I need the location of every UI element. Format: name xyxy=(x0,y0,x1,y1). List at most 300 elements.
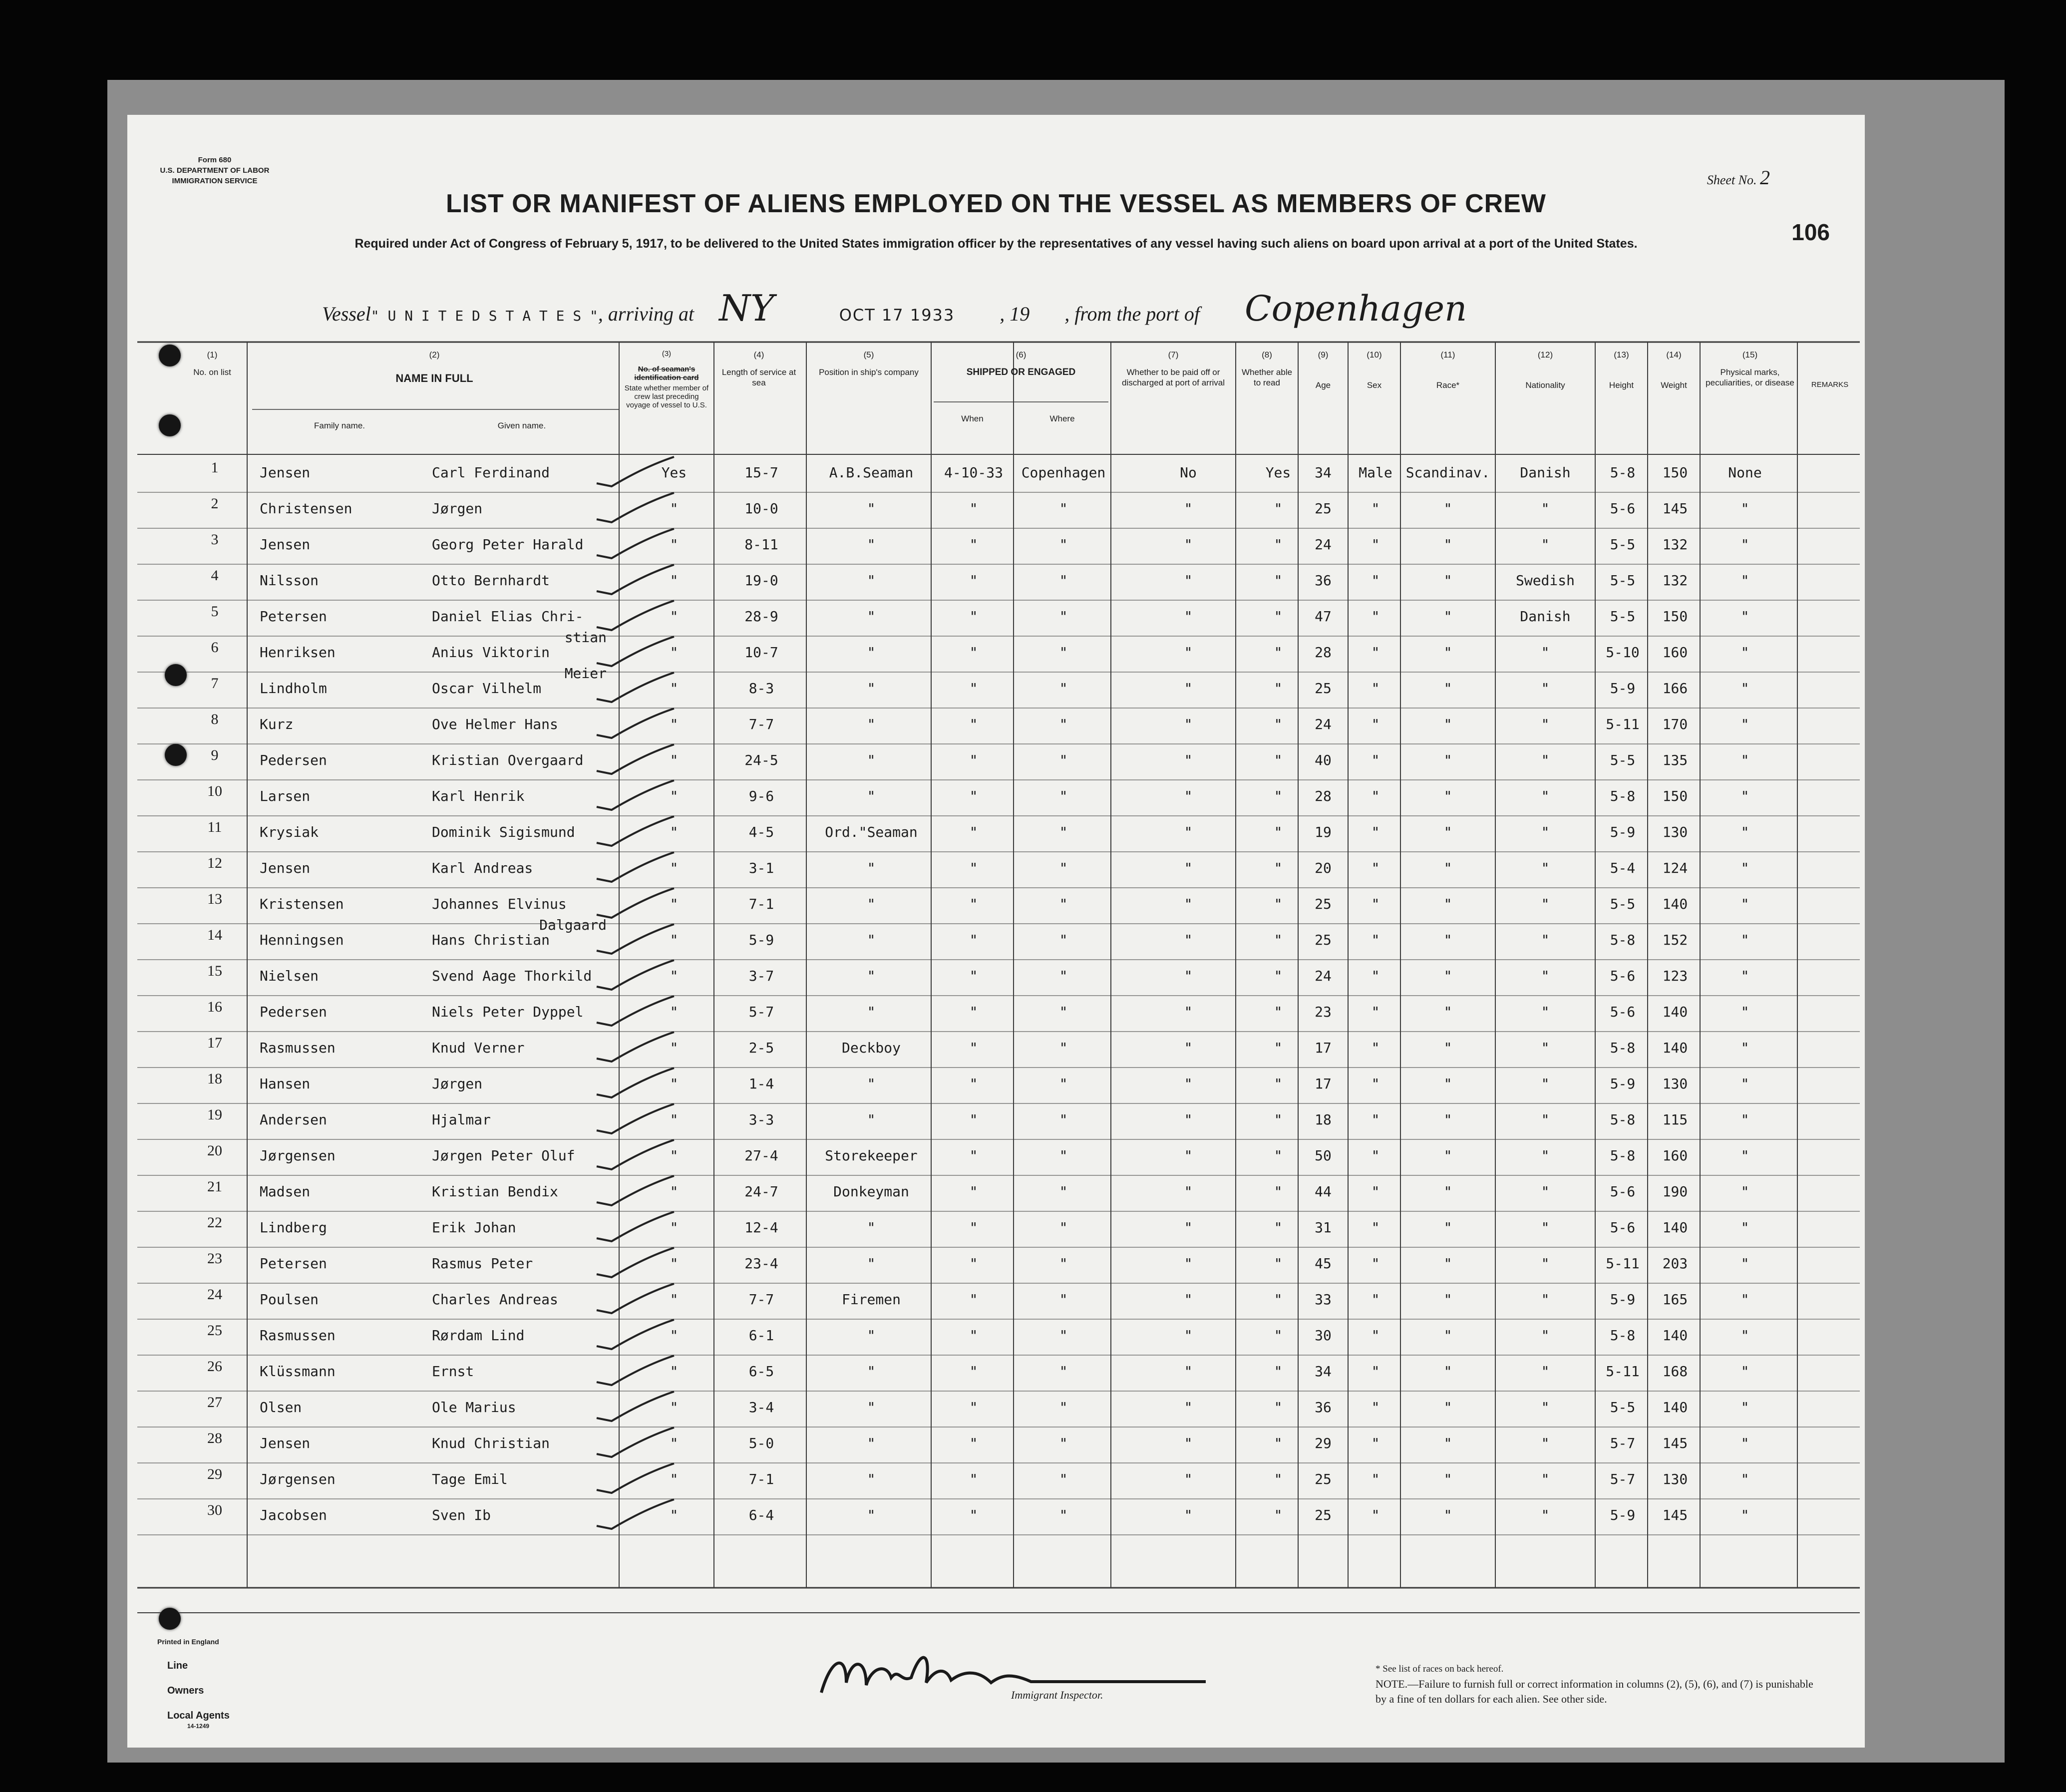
cell-when: " xyxy=(969,1183,978,1200)
cell-prev: " xyxy=(670,1327,679,1344)
cell-given: Johannes Elvinus xyxy=(432,896,567,912)
cell-sex: " xyxy=(1371,1147,1380,1164)
cell-no: 10 xyxy=(207,783,222,799)
cell-given: Tage Emil xyxy=(432,1471,508,1487)
cell-age: 17 xyxy=(1315,1075,1332,1092)
cell-race: " xyxy=(1443,608,1452,625)
cell-service: 7-1 xyxy=(748,896,774,912)
cell-no: 20 xyxy=(207,1142,222,1159)
check-mark-icon xyxy=(592,562,682,597)
cell-height: 5-8 xyxy=(1610,464,1636,481)
cell-race: " xyxy=(1443,1327,1452,1344)
cell-no: 4 xyxy=(211,567,219,584)
cell-service: 6-1 xyxy=(748,1327,774,1344)
cell-weight: 150 xyxy=(1662,788,1688,804)
cell-position: " xyxy=(867,716,876,732)
cell-age: 31 xyxy=(1315,1219,1332,1236)
cell-sex: " xyxy=(1371,644,1380,661)
cell-marks: " xyxy=(1740,968,1749,984)
cell-where: " xyxy=(1059,536,1068,553)
cell-nat: " xyxy=(1541,824,1550,840)
col5-label: Position in ship's company xyxy=(819,367,919,377)
cell-age: 25 xyxy=(1315,932,1332,948)
check-mark-icon xyxy=(592,1389,682,1424)
cell-paid: " xyxy=(1184,1291,1193,1308)
check-mark-icon xyxy=(592,1461,682,1496)
cell-nat: " xyxy=(1541,1255,1550,1272)
cell-service: 9-6 xyxy=(748,788,774,804)
cell-service: 7-7 xyxy=(748,716,774,732)
col12-label: Nationality xyxy=(1525,380,1565,390)
cell-no: 16 xyxy=(207,999,222,1015)
cell-where: " xyxy=(1059,1291,1068,1308)
cell-family: Jørgensen xyxy=(260,1147,336,1164)
cell-race: " xyxy=(1443,1363,1452,1380)
cell-nat: " xyxy=(1541,500,1550,517)
cell-given: Svend Aage Thorkild xyxy=(432,968,592,984)
col2-label: NAME IN FULL xyxy=(395,372,473,384)
cell-no: 23 xyxy=(207,1250,222,1267)
cell-nat: Danish xyxy=(1520,608,1571,625)
cell-sex: " xyxy=(1371,1363,1380,1380)
cell-race: " xyxy=(1443,1291,1452,1308)
cell-when: " xyxy=(969,608,978,625)
cell-paid: " xyxy=(1184,1147,1193,1164)
cell-sex: " xyxy=(1371,608,1380,625)
cell-position: " xyxy=(867,788,876,804)
given-name-header: Given name. xyxy=(497,421,546,430)
cell-paid: " xyxy=(1184,1075,1193,1092)
cell-given-continued: stian xyxy=(564,629,607,646)
cell-marks: " xyxy=(1740,932,1749,948)
cell-nat: " xyxy=(1541,1363,1550,1380)
cell-prev: " xyxy=(670,716,679,732)
cell-sex: " xyxy=(1371,1219,1380,1236)
cell-prev: " xyxy=(670,680,679,697)
cell-read: " xyxy=(1274,680,1283,697)
cell-family: Jensen xyxy=(260,536,311,553)
check-mark-icon xyxy=(592,490,682,525)
where-header: Where xyxy=(1049,414,1075,423)
cell-paid: " xyxy=(1184,1111,1193,1128)
cell-when: " xyxy=(969,1471,978,1487)
cell-sex: " xyxy=(1371,752,1380,768)
cell-age: 25 xyxy=(1315,680,1332,697)
cell-no: 9 xyxy=(211,747,219,763)
cell-weight: 132 xyxy=(1662,572,1688,589)
cell-given: Hjalmar xyxy=(432,1111,491,1128)
cell-family: Nilsson xyxy=(260,572,319,589)
cell-given: Jørgen xyxy=(432,1075,483,1092)
cell-given: Hans Christian xyxy=(432,932,550,948)
cell-given: Sven Ib xyxy=(432,1507,491,1523)
cell-age: 36 xyxy=(1315,1399,1332,1416)
cell-nat: " xyxy=(1541,1291,1550,1308)
from-label: , from the port of xyxy=(1064,303,1200,325)
cell-when: " xyxy=(969,860,978,876)
cell-family: Christensen xyxy=(260,500,352,517)
cell-prev: " xyxy=(670,608,679,625)
cell-race: " xyxy=(1443,932,1452,948)
cell-weight: 130 xyxy=(1662,1075,1688,1092)
cell-weight: 130 xyxy=(1662,824,1688,840)
check-mark-icon xyxy=(592,1317,682,1352)
cell-nat: Swedish xyxy=(1515,572,1575,589)
cell-age: 45 xyxy=(1315,1255,1332,1272)
cell-where: " xyxy=(1059,968,1068,984)
cell-given: Ove Helmer Hans xyxy=(432,716,558,732)
cell-sex: " xyxy=(1371,680,1380,697)
cell-race: " xyxy=(1443,824,1452,840)
cell-marks: " xyxy=(1740,608,1749,625)
cell-paid: " xyxy=(1184,1255,1193,1272)
cell-height: 5-9 xyxy=(1610,1291,1636,1308)
cell-position: " xyxy=(867,932,876,948)
cell-height: 5-11 xyxy=(1606,1363,1640,1380)
cell-sex: Male xyxy=(1359,464,1392,481)
cell-age: 30 xyxy=(1315,1327,1332,1344)
cell-paid: " xyxy=(1184,1507,1193,1523)
cell-sex: " xyxy=(1371,968,1380,984)
col11-number: (11) xyxy=(1440,350,1455,359)
cell-sex: " xyxy=(1371,824,1380,840)
cell-no: 21 xyxy=(207,1178,222,1195)
cell-prev: " xyxy=(670,1507,679,1523)
col13-label: Height xyxy=(1609,380,1634,390)
cell-race: " xyxy=(1443,1471,1452,1487)
cell-where: " xyxy=(1059,572,1068,589)
cell-marks: " xyxy=(1740,1471,1749,1487)
cell-service: 8-3 xyxy=(748,680,774,697)
cell-when: 4-10-33 xyxy=(944,464,1003,481)
col10-number: (10) xyxy=(1367,350,1382,359)
cell-paid: No xyxy=(1180,464,1197,481)
cell-given: Karl Andreas xyxy=(432,860,533,876)
page-subtitle: Required under Act of Congress of February 5, 1917, to be delivered to the United States immigration officer by the representatives of any vessel having such aliens on board upon arrival at a port of the United States. xyxy=(354,237,1638,251)
cell-sex: " xyxy=(1371,932,1380,948)
col8-header xyxy=(1238,350,1296,388)
cell-prev: " xyxy=(670,500,679,517)
cell-race: " xyxy=(1443,896,1452,912)
cell-position: " xyxy=(867,500,876,517)
cell-age: 20 xyxy=(1315,860,1332,876)
check-mark-icon xyxy=(592,1281,682,1316)
cell-weight: 170 xyxy=(1662,716,1688,732)
cell-family: Madsen xyxy=(260,1183,311,1200)
cell-where: " xyxy=(1059,644,1068,661)
cell-age: 25 xyxy=(1315,1507,1332,1523)
cell-read: " xyxy=(1274,1183,1283,1200)
cell-sex: " xyxy=(1371,716,1380,732)
cell-when: " xyxy=(969,1004,978,1020)
cell-nat: " xyxy=(1541,536,1550,553)
col1-label: No. on list xyxy=(193,367,231,377)
cell-prev: " xyxy=(670,1363,679,1380)
cell-race: " xyxy=(1443,1183,1452,1200)
cell-no: 22 xyxy=(207,1214,222,1231)
cell-marks: " xyxy=(1740,680,1749,697)
cell-given: Anius Viktorin xyxy=(432,644,550,661)
check-mark-icon xyxy=(592,742,682,777)
cell-where: " xyxy=(1059,1399,1068,1416)
cell-service: 27-4 xyxy=(744,1147,778,1164)
cell-sex: " xyxy=(1371,1471,1380,1487)
cell-nat: " xyxy=(1541,932,1550,948)
cell-height: 5-6 xyxy=(1610,500,1636,517)
cell-no: 27 xyxy=(207,1394,222,1411)
cell-nat: " xyxy=(1541,788,1550,804)
cell-service: 7-7 xyxy=(748,1291,774,1308)
col5-number: (5) xyxy=(863,350,874,359)
cell-paid: " xyxy=(1184,572,1193,589)
cell-where: " xyxy=(1059,1111,1068,1128)
cell-height: 5-6 xyxy=(1610,1004,1636,1020)
printed-note: Printed in England xyxy=(157,1638,219,1646)
cell-service: 3-4 xyxy=(748,1399,774,1416)
cell-age: 25 xyxy=(1315,1471,1332,1487)
cell-when: " xyxy=(969,1291,978,1308)
col4-header xyxy=(716,350,801,388)
cell-weight: 190 xyxy=(1662,1183,1688,1200)
cell-sex: " xyxy=(1371,1004,1380,1020)
cell-paid: " xyxy=(1184,824,1193,840)
cell-when: " xyxy=(969,536,978,553)
cell-marks: " xyxy=(1740,1255,1749,1272)
cell-sex: " xyxy=(1371,860,1380,876)
cell-paid: " xyxy=(1184,1219,1193,1236)
check-mark-icon xyxy=(592,778,682,813)
cell-no: 29 xyxy=(207,1466,222,1482)
check-mark-icon xyxy=(592,1030,682,1065)
col15-number: (15) xyxy=(1742,350,1758,359)
cell-given: Kristian Overgaard xyxy=(432,752,584,768)
cell-service: 12-4 xyxy=(744,1219,778,1236)
cell-given: Carl Ferdinand xyxy=(432,464,550,481)
cell-prev: " xyxy=(670,1219,679,1236)
check-mark-icon xyxy=(592,1425,682,1460)
cell-height: 5-11 xyxy=(1606,1255,1640,1272)
cell-paid: " xyxy=(1184,1327,1193,1344)
cell-marks: " xyxy=(1740,1183,1749,1200)
cell-sex: " xyxy=(1371,1040,1380,1056)
cell-prev: " xyxy=(670,1111,679,1128)
cell-prev: " xyxy=(670,860,679,876)
cell-paid: " xyxy=(1184,1471,1193,1487)
cell-nat: " xyxy=(1541,680,1550,697)
cell-weight: 115 xyxy=(1662,1111,1688,1128)
cell-no: 13 xyxy=(207,891,222,907)
col1-header xyxy=(192,350,232,377)
cell-paid: " xyxy=(1184,1363,1193,1380)
cell-weight: 135 xyxy=(1662,752,1688,768)
cell-no: 17 xyxy=(207,1035,222,1051)
cell-read: " xyxy=(1274,1327,1283,1344)
cell-no: 14 xyxy=(207,927,222,943)
check-mark-icon xyxy=(592,1209,682,1244)
cell-where: " xyxy=(1059,716,1068,732)
cell-race: " xyxy=(1443,572,1452,589)
cell-given: Daniel Elias Chri- xyxy=(432,608,584,625)
cell-when: " xyxy=(969,572,978,589)
cell-sex: " xyxy=(1371,1255,1380,1272)
check-mark-icon xyxy=(592,454,682,489)
col2-header xyxy=(252,350,617,383)
inspector-label: Immigrant Inspector. xyxy=(1011,1689,1103,1701)
cell-paid: " xyxy=(1184,716,1193,732)
sheet-label: Sheet No. xyxy=(1707,173,1757,187)
cell-prev: " xyxy=(670,1183,679,1200)
cell-weight: 150 xyxy=(1662,608,1688,625)
cell-family: Krysiak xyxy=(260,824,319,840)
cell-nat: " xyxy=(1541,1183,1550,1200)
cell-nat: " xyxy=(1541,1399,1550,1416)
cell-nat: " xyxy=(1541,1075,1550,1092)
cell-prev: " xyxy=(670,788,679,804)
cell-service: 24-7 xyxy=(744,1183,778,1200)
cell-position: " xyxy=(867,1471,876,1487)
binder-hole xyxy=(165,664,187,686)
cell-sex: " xyxy=(1371,1507,1380,1523)
cell-position: " xyxy=(867,1435,876,1451)
cell-position: " xyxy=(867,1255,876,1272)
cell-paid: " xyxy=(1184,860,1193,876)
col10-label: Sex xyxy=(1367,380,1382,390)
cell-where: " xyxy=(1059,680,1068,697)
cell-service: 7-1 xyxy=(748,1471,774,1487)
cell-weight: 140 xyxy=(1662,1040,1688,1056)
cell-when: " xyxy=(969,752,978,768)
cell-height: 5-9 xyxy=(1610,1507,1636,1523)
page-number: 106 xyxy=(1791,219,1830,245)
cell-read: " xyxy=(1274,644,1283,661)
cell-age: 28 xyxy=(1315,788,1332,804)
cell-nat: " xyxy=(1541,1435,1550,1451)
cell-race: " xyxy=(1443,1004,1452,1020)
cell-where: " xyxy=(1059,788,1068,804)
col6-header xyxy=(934,350,1108,377)
col9-number: (9) xyxy=(1318,350,1329,359)
cell-age: 24 xyxy=(1315,716,1332,732)
cell-marks: None xyxy=(1728,464,1762,481)
cell-read: " xyxy=(1274,860,1283,876)
cell-read: " xyxy=(1274,932,1283,948)
cell-no: 1 xyxy=(211,459,219,476)
cell-service: 3-3 xyxy=(748,1111,774,1128)
cell-position: Storekeeper xyxy=(825,1147,918,1164)
vessel-name: " U N I T E D S T A T E S " xyxy=(370,308,598,324)
cell-family: Pedersen xyxy=(260,1004,327,1020)
cell-sex: " xyxy=(1371,1183,1380,1200)
cell-age: 50 xyxy=(1315,1147,1332,1164)
cell-weight: 145 xyxy=(1662,1435,1688,1451)
col15-header xyxy=(1703,350,1797,388)
cell-position: " xyxy=(867,1004,876,1020)
cell-race: " xyxy=(1443,1435,1452,1451)
cell-marks: " xyxy=(1740,896,1749,912)
cell-sex: " xyxy=(1371,1075,1380,1092)
col7-label: Whether to be paid off or discharged at port of arrival xyxy=(1122,367,1225,387)
cell-where: " xyxy=(1059,1004,1068,1020)
cell-race: " xyxy=(1443,536,1452,553)
cell-no: 25 xyxy=(207,1322,222,1339)
cell-nat: " xyxy=(1541,968,1550,984)
cell-age: 40 xyxy=(1315,752,1332,768)
cell-weight: 140 xyxy=(1662,1004,1688,1020)
cell-prev: " xyxy=(670,932,679,948)
cell-given: Jørgen xyxy=(432,500,483,517)
cell-where: " xyxy=(1059,1255,1068,1272)
cell-sex: " xyxy=(1371,536,1380,553)
cell-when: " xyxy=(969,680,978,697)
check-mark-icon xyxy=(592,1497,682,1532)
col12-number: (12) xyxy=(1537,350,1553,359)
cell-height: 5-6 xyxy=(1610,1219,1636,1236)
cell-read: " xyxy=(1274,608,1283,625)
col6-number: (6) xyxy=(1016,350,1027,359)
cell-given: Kristian Bendix xyxy=(432,1183,558,1200)
cell-family: Jensen xyxy=(260,464,311,481)
cell-height: 5-8 xyxy=(1610,1040,1636,1056)
cell-no: 3 xyxy=(211,531,219,548)
cell-family: Petersen xyxy=(260,608,327,625)
cell-service: 3-7 xyxy=(748,968,774,984)
cell-when: " xyxy=(969,968,978,984)
cell-service: 10-7 xyxy=(744,644,778,661)
col4-number: (4) xyxy=(753,350,764,359)
cell-position: " xyxy=(867,1111,876,1128)
cell-height: 5-8 xyxy=(1610,1327,1636,1344)
cell-prev: Yes xyxy=(661,464,687,481)
cell-weight: 140 xyxy=(1662,1327,1688,1344)
service-name: IMMIGRATION SERVICE xyxy=(172,177,258,185)
cell-paid: " xyxy=(1184,968,1193,984)
col7-number: (7) xyxy=(1168,350,1179,359)
cell-service: 3-1 xyxy=(748,860,774,876)
cell-when: " xyxy=(969,788,978,804)
cell-service: 10-0 xyxy=(744,500,778,517)
cell-marks: " xyxy=(1740,500,1749,517)
check-mark-icon xyxy=(592,814,682,849)
cell-position: " xyxy=(867,752,876,768)
cell-age: 24 xyxy=(1315,968,1332,984)
cell-family: Lindholm xyxy=(260,680,327,697)
cell-marks: " xyxy=(1740,860,1749,876)
cell-given-continued: Dalgaard xyxy=(539,917,607,933)
cell-service: 23-4 xyxy=(744,1255,778,1272)
cell-height: 5-9 xyxy=(1610,824,1636,840)
cell-read: " xyxy=(1274,824,1283,840)
cell-service: 28-9 xyxy=(744,608,778,625)
cell-marks: " xyxy=(1740,1363,1749,1380)
cell-family: Kurz xyxy=(260,716,294,732)
cell-no: 8 xyxy=(211,711,219,727)
cell-where: " xyxy=(1059,1435,1068,1451)
col6-label: SHIPPED OR ENGAGED xyxy=(966,367,1076,377)
cell-nat: " xyxy=(1541,1471,1550,1487)
cell-given: Oscar Vilhelm xyxy=(432,680,542,697)
cell-where: " xyxy=(1059,1219,1068,1236)
check-mark-icon xyxy=(592,850,682,885)
cell-paid: " xyxy=(1184,1183,1193,1200)
cell-position: Ord."Seaman xyxy=(825,824,918,840)
cell-position: Deckboy xyxy=(841,1040,901,1056)
cell-where: " xyxy=(1059,1363,1068,1380)
cell-no: 19 xyxy=(207,1106,222,1123)
cell-position: " xyxy=(867,536,876,553)
cell-marks: " xyxy=(1740,536,1749,553)
page-title: LIST OR MANIFEST OF ALIENS EMPLOYED ON THE VESSEL AS MEMBERS OF CREW xyxy=(446,189,1546,218)
cell-position: " xyxy=(867,860,876,876)
